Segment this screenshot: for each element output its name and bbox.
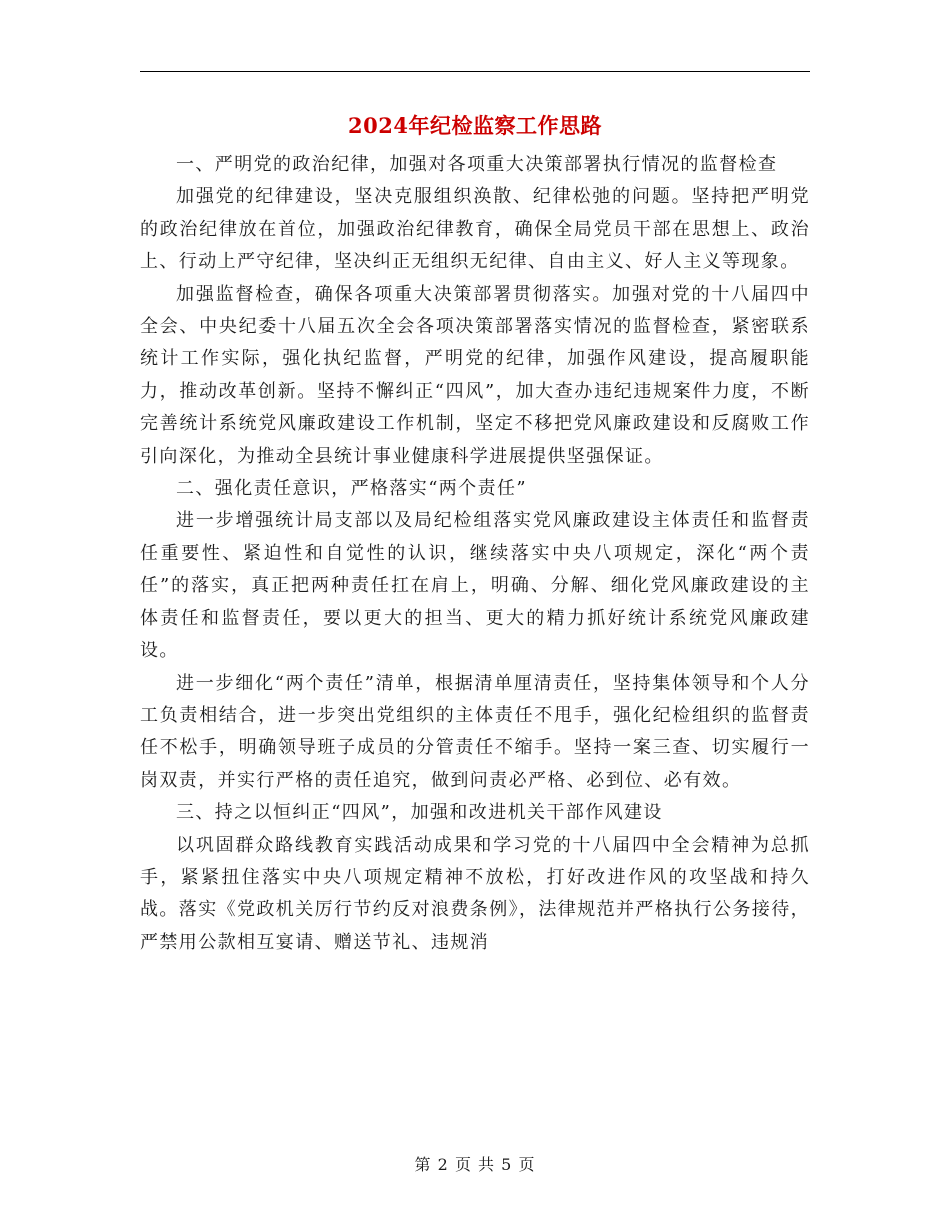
section-heading-3: 三、持之以恒纠正“四风”，加强和改进机关干部作风建设 bbox=[176, 802, 663, 824]
section-heading-1: 一、严明党的政治纪律，加强对各项重大决策部署执行情况的监督检查 bbox=[176, 154, 778, 175]
document-body bbox=[140, 149, 810, 959]
body-paragraph: 进一步细化“两个责任”清单，根据清单厘清责任，坚持集体领导和个人分工负责相结合，进一步突出党组织的主体责任不甩手，强化纪检组织的监督责任不松手，明确领导班子成员的分管责任不缩手。坚持一案三查、切实履行一岗双责，并实行严格的责任追究，做到问责必严格、必到位、必有效。 bbox=[140, 672, 810, 791]
body-paragraph: 进一步增强统计局支部以及局纪检组落实党风廉政建设主体责任和监督责任重要性、紧迫性和自觉性的认识，继续落实中央八项规定，深化“两个责任”的落实，真正把两种责任扛在肩上，明确、分解、细化党风廉政建设的主体责任和监督责任，要以更大的担当、更大的精力抓好统计系统党风廉政建设。 bbox=[140, 510, 810, 662]
body-paragraph: 以巩固群众路线教育实践活动成果和学习党的十八届四中全会精神为总抓手，紧紧扭住落实中央八项规定精神不放松，打好改进作风的攻坚战和持久战。落实《党政机关厉行节约反对浪费条例》，法律规范并严格执行公务接待，严禁用公款相互宴请、赠送节礼、违规消 bbox=[140, 834, 810, 953]
document-title: 2024年纪检监察工作思路 bbox=[348, 113, 602, 138]
footer-suffix: 页 bbox=[518, 1155, 536, 1174]
header-rule bbox=[140, 71, 810, 72]
footer-total-prefix: 共 bbox=[478, 1155, 496, 1174]
body-paragraph: 加强监督检查，确保各项重大决策部署贯彻落实。加强对党的十八届四中全会、中央纪委十八届五次全会各项决策部署落实情况的监督检查，紧密联系统计工作实际，强化执纪监督，严明党的纪律，加强作风建设，提高履职能力，推动改革创新。坚持不懈纠正“四风”，加大查办违纪违规案件力度，不断完善统计系统党风廉政建设工作机制，坚定不移把党风廉政建设和反腐败工作引向深化，为推动全县统计事业健康科学进展提供坚强保证。 bbox=[140, 283, 810, 467]
section-heading-2: 二、强化责任意识，严格落实“两个责任” bbox=[176, 478, 528, 500]
current-page-number: 2 bbox=[437, 1155, 449, 1174]
body-paragraph: 加强党的纪律建设，坚决克服组织涣散、纪律松弛的问题。坚持把严明党的政治纪律放在首位，加强政治纪律教育，确保全局党员干部在思想上、政治上、行动上严守纪律，坚决纠正无组织无纪律、自由主义、好人主义等现象。 bbox=[140, 186, 810, 273]
page-footer bbox=[0, 1153, 950, 1177]
total-page-count: 5 bbox=[501, 1155, 513, 1174]
footer-prefix: 第 bbox=[414, 1155, 432, 1174]
footer-page-word: 页 bbox=[454, 1155, 472, 1174]
